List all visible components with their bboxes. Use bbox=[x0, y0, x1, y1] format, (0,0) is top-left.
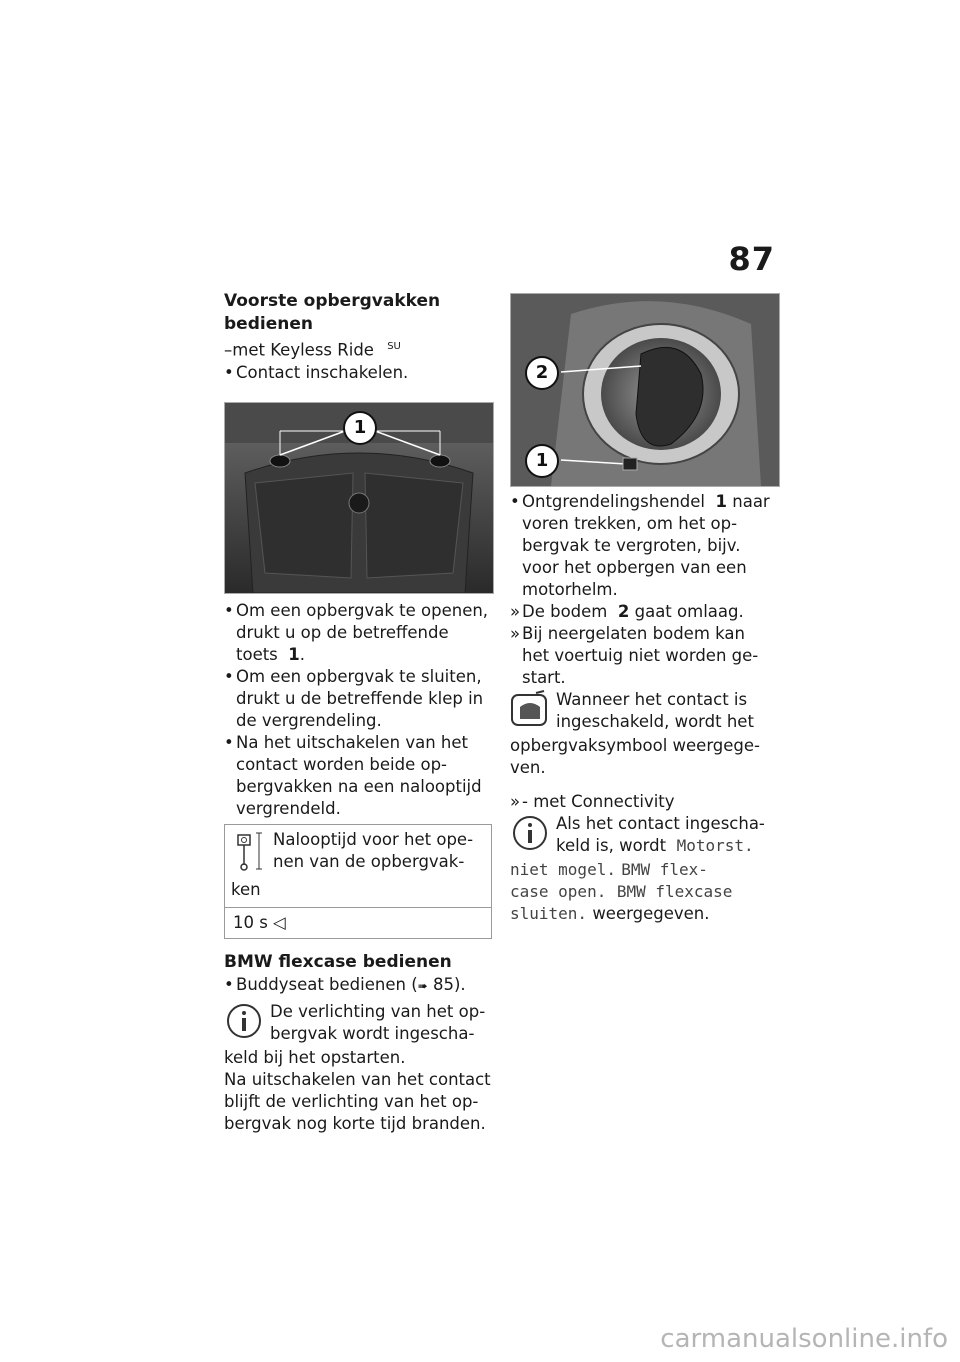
section-heading-cont: bedienen bbox=[224, 314, 313, 334]
reference-arrow-icon: ➠ bbox=[417, 978, 428, 993]
connectivity-option: » - met Connectivity bbox=[510, 791, 780, 813]
symbol-note: Wanneer het contact is ingeschakeld, wordt het opbergvaksymbool weergege- ven. bbox=[510, 690, 761, 777]
watermark: carmanualsonline.info bbox=[660, 1324, 948, 1354]
bullet-open: • Om een opbergvak te openen, drukt u op de betreffende toets 1. bbox=[224, 600, 494, 666]
subheading: –met Keyless Ride $^{SU}$ bbox=[224, 340, 401, 360]
result-floor: » De bodem 2 gaat omlaag. bbox=[510, 601, 780, 623]
info-icon-2 bbox=[510, 813, 550, 859]
callout-2: 2 bbox=[525, 356, 559, 390]
flexcase-symbol-icon bbox=[510, 689, 550, 735]
left-column bbox=[224, 290, 494, 1135]
photo-front-compartments bbox=[224, 402, 494, 594]
result-no-start: » Bij neergelaten bodem kan het voertuig niet worden ge- start. bbox=[510, 623, 780, 689]
page-number: 87 bbox=[728, 240, 775, 278]
spec-value: 10 s ◁ bbox=[233, 912, 286, 932]
bullet-release-lever: • Ontgrendelingshendel 1 naar voren trekken, om het op- bergvak te vergroten, bijv. voor het opbergen van een motorhelm. bbox=[510, 491, 780, 601]
spec-label: Nalooptijd voor het ope- nen van de opbergvak- ken bbox=[225, 825, 491, 908]
connectivity-note: Als het contact ingescha- keld is, wordt Motorst. niet mogel. BMW flex- case open. BMW flexcase sluiten. weergegeven. bbox=[510, 814, 765, 923]
right-column bbox=[510, 293, 780, 925]
end-marker-icon: ◁ bbox=[267, 912, 286, 932]
photo-flexcase bbox=[510, 293, 780, 487]
info-icon bbox=[224, 1001, 264, 1047]
specification-box bbox=[224, 824, 492, 939]
option-code: SU bbox=[387, 341, 401, 352]
section-heading: Voorste opbergvakken bbox=[224, 291, 441, 311]
bullet-auto-lock: • Na het uitschakelen van het contact worden beide op- bergvakken na een nalooptijd vergrendeld. bbox=[224, 732, 494, 820]
callout-1: 1 bbox=[343, 411, 377, 445]
info-note: De verlichting van het op- bergvak wordt ingescha- keld bij het opstarten. Na uitschakelen van het contact blijft de verlichting van het op- bergvak nog korte tijd branden. bbox=[224, 1001, 491, 1133]
bullet-contact: • Contact inschakelen. bbox=[224, 362, 494, 384]
bullet-close: • Om een opbergvak te sluiten, drukt u de betreffende klep in de vergrendeling. bbox=[224, 666, 494, 732]
stopwatch-icon bbox=[231, 829, 267, 879]
bullet-buddyseat: • Buddyseat bedienen (➠ 85). bbox=[224, 974, 494, 997]
callout-1b: 1 bbox=[525, 444, 559, 478]
section-heading-flexcase: BMW flexcase bedienen bbox=[224, 951, 452, 972]
